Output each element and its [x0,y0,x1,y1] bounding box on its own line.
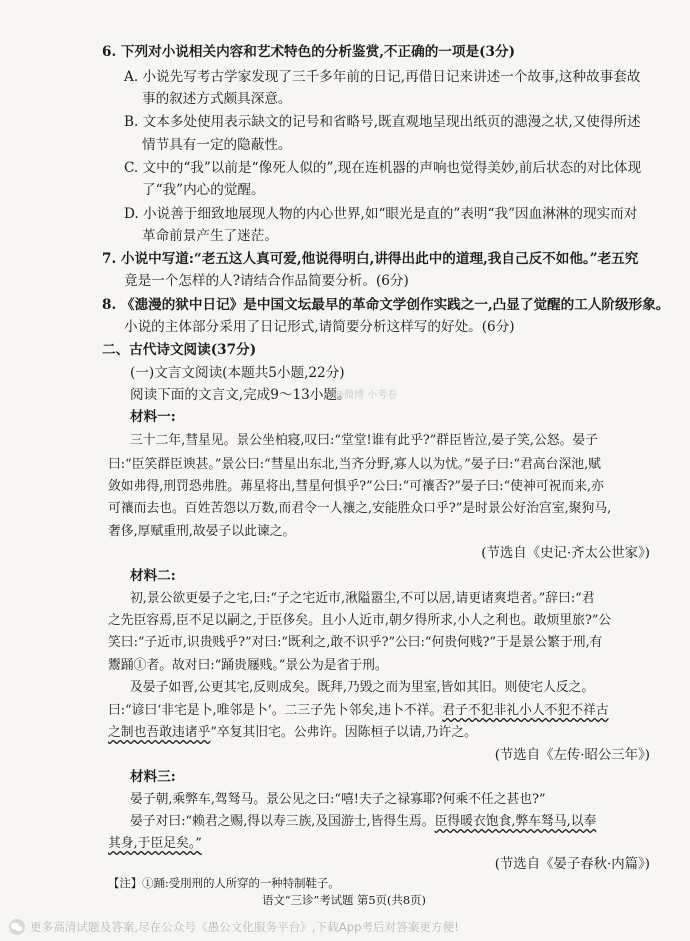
text-line: 及晏子如晋,公更其宅,反则成矣。既拜,乃毁之而为里室,皆如其旧。则使宅人反之。 [130,680,595,695]
text-line: 材料一: [130,409,176,425]
text-line: 曰:“谚曰‘非宅是卜,唯邻是卜’。二三子先卜邻矣,违卜不祥。君子不犯非礼小人不犯不祥古 [108,703,609,718]
text-line: C. 文中的“我”以前是“像死人似的”,现在连机器的声响也觉得美妙,前后状态的对比体现 [124,160,642,176]
text-line: 奢侈,厚赋重刑,故晏子以此谏之。 [108,524,296,539]
text-line: A. 小说先写考古学家发现了三千多年前的日记,再借日记来讲述一个故事,这种故事套故 [124,69,641,85]
text-line: 7. 小说中写道:“老五这人真可爱,他说得明白,讲得出此中的道理,我自己反不如他。”老五究 [102,251,639,267]
footnote: 【注】①踊:受刖刑的人所穿的一种特制鞋子。 [108,876,340,890]
material2-title: 材料二: [130,568,176,584]
text-line: 敛如弗得,刑罚恐弗胜。茀星将出,彗星何惧乎?”公曰:“可禳否?”晏子曰:“使神可祝而来,亦 [108,479,604,494]
text-line: 小说的主体部分采用了日记形式,请简要分析这样写的好处。(6分) [124,319,515,335]
text-line: 6. 下列对小说相关内容和艺术特色的分析鉴赏,不正确的一项是(3分) [102,44,516,60]
text-line: 晏子朝,乘弊车,驾驽马。景公见之曰:“嘻!夫子之禄寡耶?何乘不任之甚也?” [130,792,546,807]
source-shiji: (节选自《史记·齐太公世家》) [481,546,650,561]
text-line: 了“我”内心的觉醒。 [142,182,265,198]
text-line: 竟是一个怎样的人?请结合作品简要分析。(6分) [124,273,409,289]
material3-title: 材料三: [130,769,176,785]
text-line: 之制也吾敢违诸乎”卒复其旧宅。公弗许。因陈桓子以请,乃许之。 [108,725,477,740]
source-yanzi: (节选自《晏子春秋·内篇》) [494,857,650,872]
page-number: 语文“三诊”考试题 第5页(共8页) [262,893,426,907]
text-line: 曰:“臣笑群臣谀甚。”景公曰:“彗星出东北,当齐分野,寡人以为忧。”晏子曰:“君高台深池,赋 [108,457,601,472]
text-line: 二、古代诗文阅读(37分) [102,342,257,358]
text-line: 三十二年,彗星见。景公坐柏寝,叹曰:“堂堂!谁有此乎?”群臣皆泣,晏子笑,公怒。晏子 [130,433,598,448]
footer-ad-text: 更多高清试题及答案,尽在公众号《愚公文化服务平台》,下载App考后对答案更方便! [30,920,459,934]
text-line: 晏子对曰:“赖君之赐,得以寿三族,及国游士,皆得生焉。臣得暖衣饱食,弊车驽马,以奉 [130,814,597,829]
wechat-icon [8,918,26,936]
text-line: 其身,于臣足矣。” [108,836,202,851]
text-line: 之先臣容焉,臣不足以嗣之,于臣侈矣。且小人近市,朝夕得所求,小人之利也。敢烦里旅?”公 [108,613,612,628]
text-line: 事的叙述方式颇具深意。 [142,91,292,107]
watermark: @微博 小考卷 [334,390,398,401]
text-line: 8. 《漶漫的狱中日记》是中国文坛最早的革命文学创作实践之一,凸显了觉醒的工人阶级形象。 [102,297,670,313]
text-line: 情节具有一定的隐蔽性。 [142,137,292,153]
text-line: 阅读下面的文言文,完成9～13小题。 [130,387,351,403]
text-line: 初,景公欲更晏子之宅,曰:“子之宅近市,湫隘嚣尘,不可以居,请更诸爽垲者。”辞曰:“君 [130,591,595,606]
footer-bar [0,915,690,941]
text-line: B. 文本多处使用表示缺文的记号和省略号,既直观地呈现出纸页的漶漫之状,又使得所述 [124,114,641,130]
text-line: 鬻踊①者。故对曰:“踊贵屦贱。”景公为是省于刑。 [108,658,388,673]
text-line: 革命前景产生了迷茫。 [142,228,278,244]
text-line: D. 小说善于细致地展现人物的内心世界,如“眼光是直的”表明“我”因血淋淋的现实而对 [124,206,638,222]
source-zuozhuan: (节选自《左传·昭公三年》) [494,748,650,763]
text-line: 可禳而去也。百姓苦怨以万数,而君令一人禳之,安能胜众口乎?”是时景公好治宫室,聚狗马, [108,501,612,516]
text-line: (一)文言文阅读(本题共5小题,22分) [130,365,345,381]
text-line: 笑曰:“子近市,识贵贱乎?”对曰:“既利之,敢不识乎?”公曰:“何贵何贱?”于是景公繁于刑,有 [108,635,603,650]
